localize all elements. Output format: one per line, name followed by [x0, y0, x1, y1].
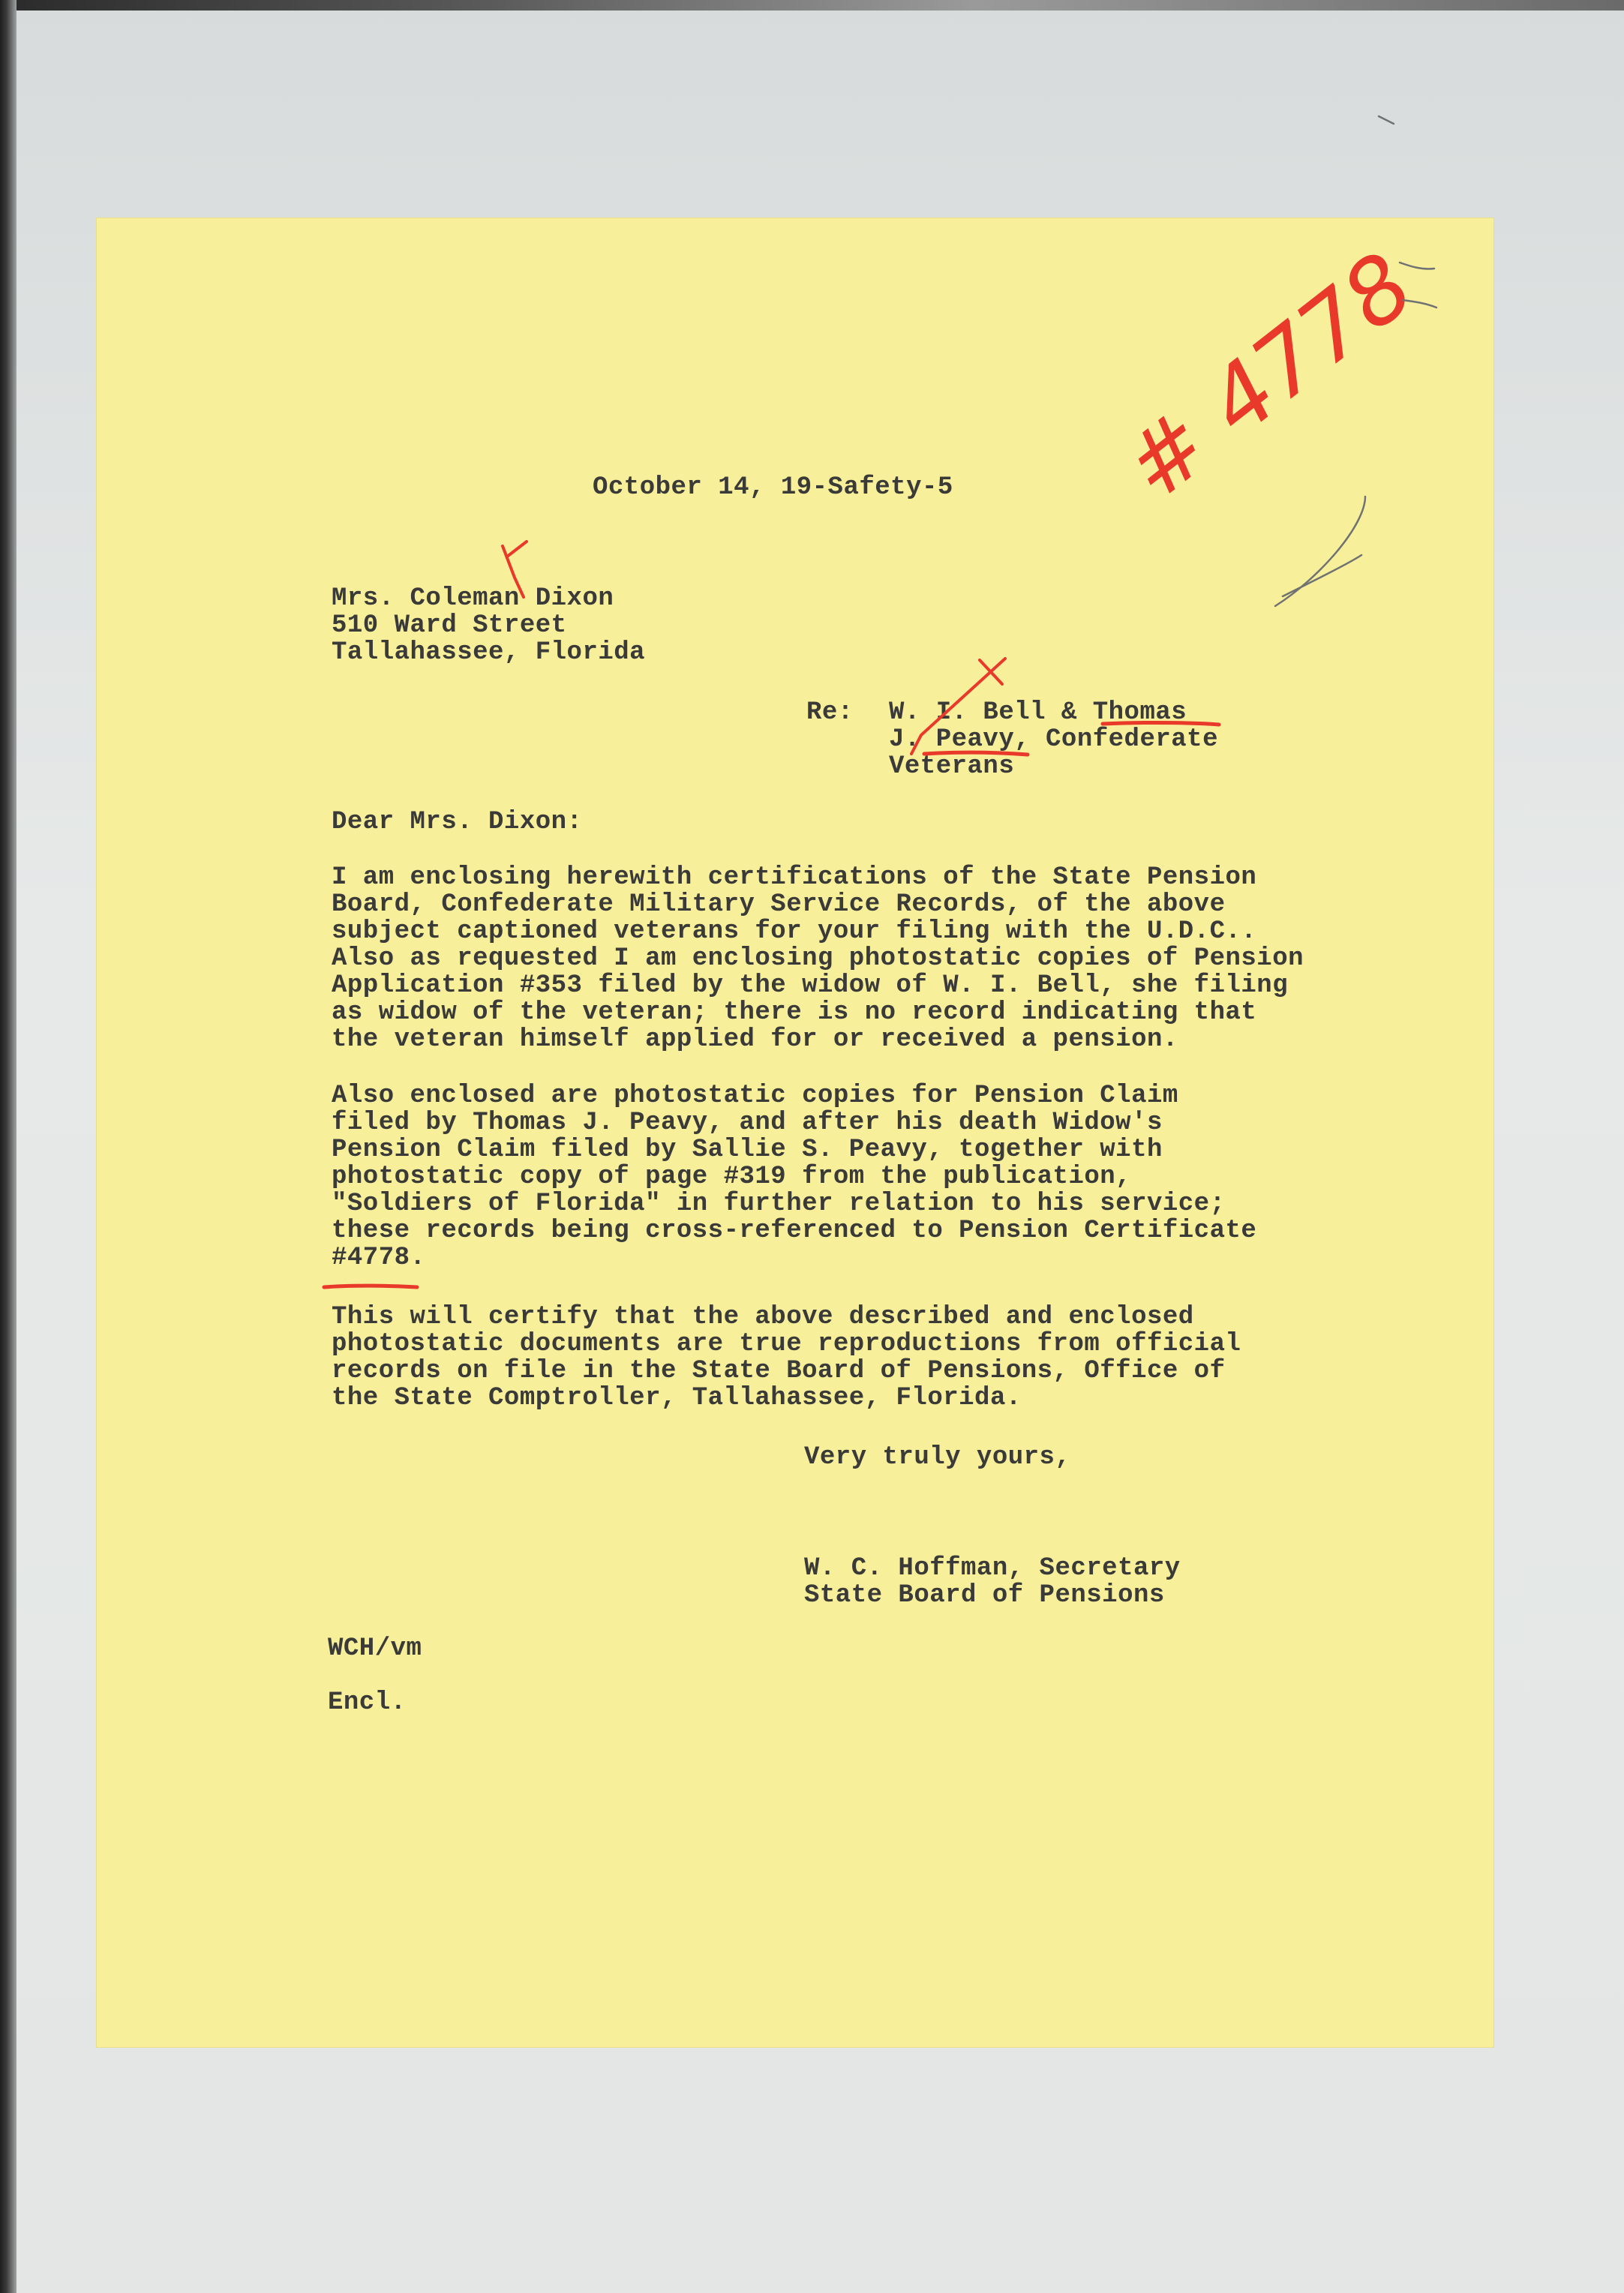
text-line: these records being cross-referenced to Pension Certificate	[332, 1217, 1257, 1245]
text-line: photostatic documents are true reproductions from official	[332, 1330, 1241, 1358]
recipient-street: 510 Ward Street	[332, 611, 567, 640]
paragraph-certifications	[332, 864, 1304, 1053]
text-line: "Soldiers of Florida" in further relation to his service;	[332, 1190, 1226, 1218]
paragraph-certification-statement	[332, 1304, 1241, 1412]
text-line: Pension Claim filed by Sallie S. Peavy, together with	[332, 1136, 1163, 1164]
typist-initials: WCH/vm	[328, 1634, 422, 1663]
handwritten-pension-number: # 4778	[1106, 233, 1433, 521]
letter-date: October 14, 19-Safety-5	[593, 473, 953, 502]
scanner-edge-left	[0, 0, 17, 2293]
text-line: the State Comptroller, Tallahassee, Florida.	[332, 1384, 1022, 1412]
recipient-name: Mrs. Coleman Dixon	[332, 584, 614, 613]
recipient-address	[332, 585, 645, 666]
text-line: Application #353 filed by the widow of W. I. Bell, she filing	[332, 971, 1289, 1000]
text-line: as widow of the veteran; there is no record indicating that	[332, 998, 1257, 1027]
text-line: This will certify that the above described and enclosed	[332, 1303, 1194, 1331]
text-line: the veteran himself applied for or received a pension.	[332, 1025, 1178, 1054]
signature-block	[804, 1555, 1181, 1609]
text-line: records on file in the State Board of Pensions, Office of	[332, 1357, 1226, 1385]
paragraph-peavy-claims	[332, 1082, 1256, 1271]
signature-name: W. C. Hoffman, Secretary	[804, 1554, 1181, 1583]
re-subject	[889, 699, 1218, 780]
salutation: Dear Mrs. Dixon:	[332, 808, 583, 836]
re-label: Re:	[806, 698, 854, 727]
scanner-edge-top	[0, 0, 1624, 11]
recipient-city: Tallahassee, Florida	[332, 638, 646, 667]
re-line: Veterans	[889, 752, 1015, 781]
closing: Very truly yours,	[804, 1443, 1071, 1472]
signature-title: State Board of Pensions	[804, 1581, 1165, 1610]
re-line: W. I. Bell & Thomas	[889, 698, 1187, 727]
enclosure-note: Encl.	[328, 1688, 407, 1717]
text-line: I am enclosing herewith certifications of the State Pension	[332, 863, 1257, 892]
text-line: Board, Confederate Military Service Records, of the above	[332, 890, 1226, 919]
text-line: #4778.	[332, 1244, 426, 1272]
text-line: Also enclosed are photostatic copies for Pension Claim	[332, 1082, 1178, 1110]
text-line: Also as requested I am enclosing photostatic copies of Pension	[332, 944, 1304, 973]
re-line: J. Peavy, Confederate	[889, 725, 1218, 754]
text-line: filed by Thomas J. Peavy, and after his death Widow's	[332, 1109, 1163, 1137]
text-line: subject captioned veterans for your filing with the U.D.C..	[332, 917, 1257, 946]
text-line: photostatic copy of page #319 from the publication,	[332, 1163, 1132, 1191]
